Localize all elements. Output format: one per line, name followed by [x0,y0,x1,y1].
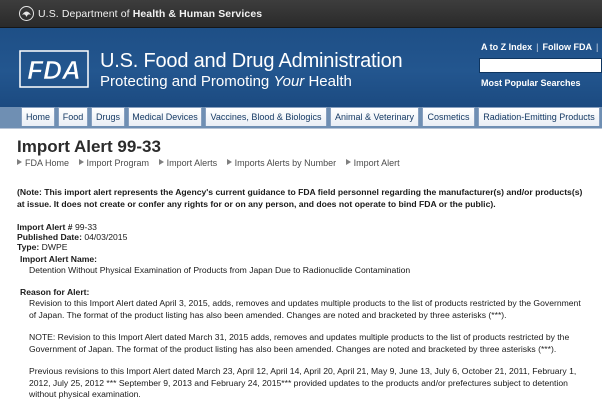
page-title: Import Alert 99-33 [17,137,161,156]
breadcrumb-item[interactable] [227,158,337,168]
utility-links [481,42,614,52]
alert-type [17,242,67,252]
breadcrumb-item[interactable] [346,158,400,168]
alert-type-label: Type: [17,242,40,252]
hhs-eagle-icon[interactable] [19,6,34,21]
reason-paragraph: NOTE: Revision to this Import Alert dated March 31, 2015 adds, removes and updates multiple products to the list of products restricted by the Government of Japan. The format of the product listing has also been amended. Changes are noted and bracketed by three asterisks (***). [29,332,570,354]
breadcrumb-arrow-icon [79,159,84,165]
alert-name-label: Import Alert Name: [20,254,98,264]
fda-logo-icon[interactable] [19,50,89,88]
tagline-prefix: Protecting and Promoting [100,73,274,90]
agency-name[interactable]: U.S. Food and Drug Administration [100,50,403,72]
published-date-label: Published Date: [17,232,82,242]
breadcrumb-item[interactable] [17,158,69,168]
most-popular-searches-link[interactable]: Most Popular Searches [481,78,581,88]
alert-number-value: 99-33 [74,222,97,232]
main-nav [0,107,602,128]
tagline-suffix: Health [304,73,352,90]
breadcrumb-arrow-icon [17,159,22,165]
reason-paragraph: Previous revisions to this Import Alert dated March 23, April 12, April 14, April 20, April 21, May 9, June 13, July 6, October 21, 2011, February 1, 2012, July 25, 2012 *** September 9, 2013 and February 24, 2015*** provided updates to the products and/or prefectures subject to detention without physical examination. [29,366,577,399]
follow-fda-link[interactable]: Follow FDA [542,42,593,52]
breadcrumb-label: Import Alert [353,158,400,168]
published-date [17,232,127,242]
tab-home[interactable]: Home [21,107,55,126]
alert-name-value: Detention Without Physical Examination of Products from Japan Due to Radionuclide Contamination [29,265,411,275]
published-date-value: 04/03/2015 [84,232,128,242]
tab-animal-veterinary[interactable]: Animal & Veterinary [330,107,419,126]
reason-label: Reason for Alert: [20,287,90,297]
tab-drugs[interactable]: Drugs [91,107,125,126]
svg-text:FDA: FDA [27,55,81,85]
breadcrumb-arrow-icon [346,159,351,165]
breadcrumb-item[interactable] [159,158,218,168]
search-input[interactable] [479,58,602,73]
alert-number-label: Import Alert # [17,222,73,232]
breadcrumb-label: Import Alerts [166,158,218,168]
alert-number [17,222,97,232]
breadcrumb-arrow-icon [159,159,164,165]
tab-vaccines-blood-biologics[interactable]: Vaccines, Blood & Biologics [205,107,327,126]
tagline-emphasis: Your [273,73,305,90]
tab-food[interactable]: Food [58,107,88,126]
breadcrumb-item[interactable] [79,158,150,168]
tagline [100,73,352,90]
breadcrumb [17,158,407,168]
link-separator: | [536,42,539,52]
reason-paragraph: Revision to this Import Alert dated April 3, 2015, adds, removes and updates multiple products to the list of products restricted by the Government of Japan. The format of the product listing has also been amended. Changes are noted and bracketed by three asterisks (***). [29,298,581,320]
breadcrumb-arrow-icon [227,159,232,165]
hhs-prefix: U.S. Department of [38,8,133,20]
breadcrumb-label: FDA Home [25,158,70,168]
tab-medical-devices[interactable]: Medical Devices [128,107,202,126]
link-separator: | [596,42,599,52]
hhs-link[interactable] [38,8,262,20]
tab-cosmetics[interactable]: Cosmetics [422,107,475,126]
hhs-name: Health & Human Services [132,8,263,20]
breadcrumb-label: Imports Alerts by Number [234,158,337,168]
espanol-link[interactable]: En [602,42,614,52]
alert-type-value: DWPE [41,242,68,252]
fda-banner [0,28,614,107]
breadcrumb-label: Import Program [86,158,150,168]
hhs-bar [0,0,602,28]
guidance-note: (Note: This import alert represents the Agency's current guidance to FDA field personnel regarding the manufacturer(s) and/or products(s) at issue. It does not create or confer any rights for or on any person, and does not operate to bind FDA or the public). [17,187,583,209]
a-to-z-link[interactable]: A to Z Index [481,42,533,52]
tab-radiation-emitting-products[interactable]: Radiation-Emitting Products [478,107,600,126]
